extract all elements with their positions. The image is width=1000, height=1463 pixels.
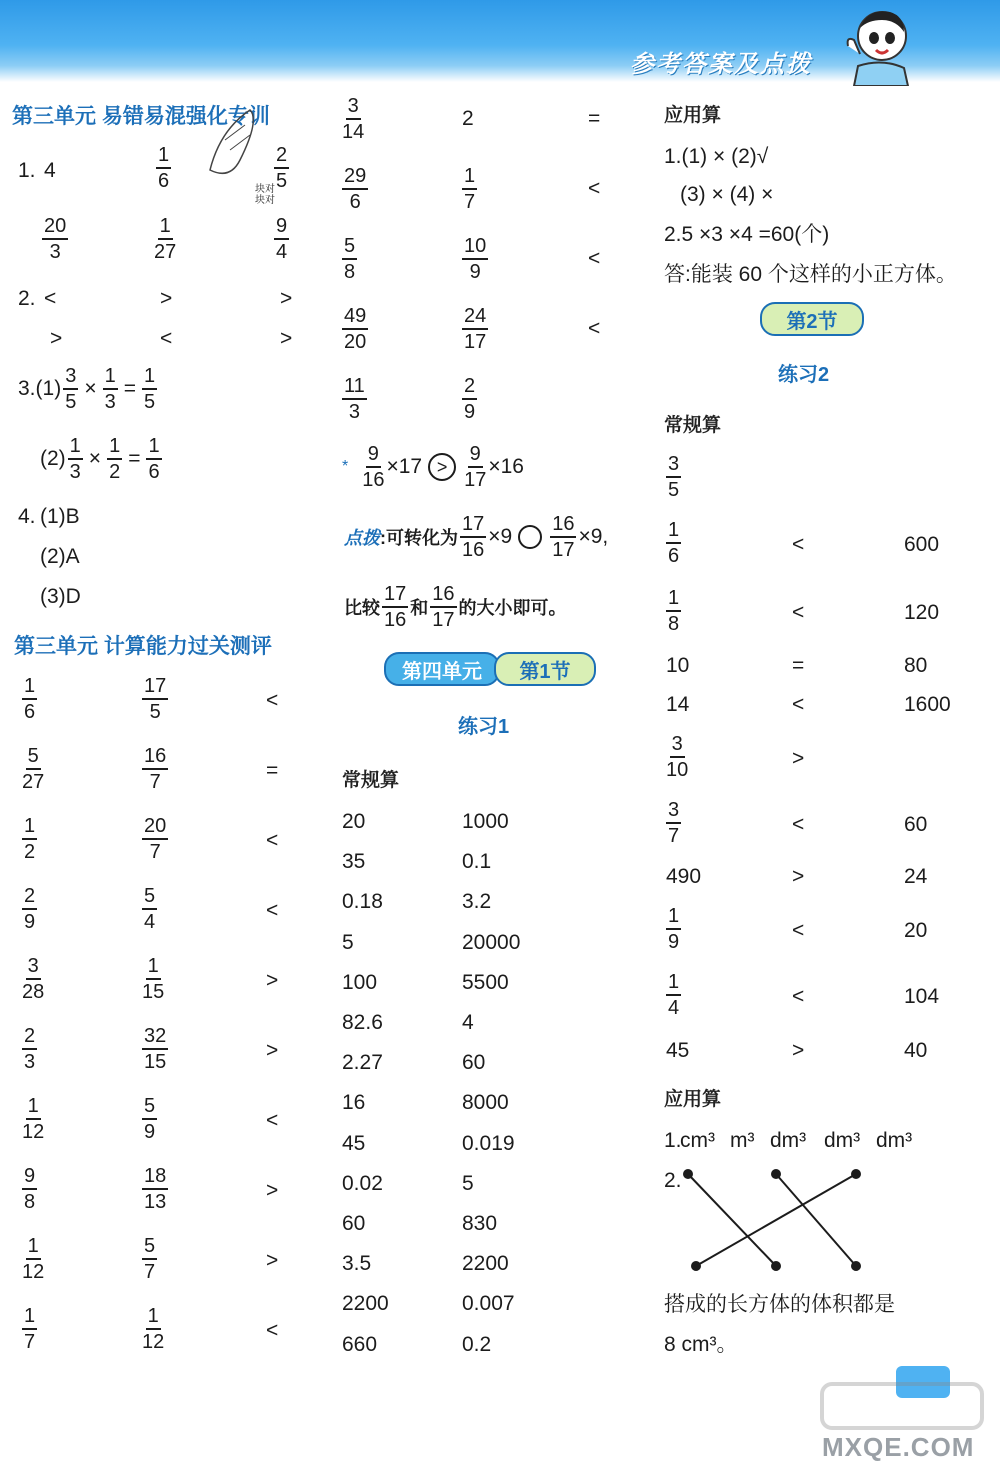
fraction: $\frac{3}{28}$ (22, 955, 45, 1003)
pencil-scribble-icon (200, 100, 270, 190)
hint-line: 比较 17 16 和 16 17 的大小即可。 (344, 583, 567, 631)
answer-value: 10 (666, 654, 690, 677)
compare-sign: < (266, 1319, 279, 1342)
compare-sign: > (266, 1039, 279, 1062)
answer-value: 80 (904, 654, 928, 677)
answer-value: 2 (462, 107, 474, 130)
fraction: $\frac{5}{8}$ (344, 235, 356, 283)
answer-value: 82.6 (342, 1011, 383, 1034)
compare-sign: > (280, 327, 293, 350)
answer-value: 3.5 (342, 1252, 372, 1276)
compare-sign: = (266, 759, 279, 782)
unit-answer: cm³ (680, 1129, 715, 1152)
fraction: $\frac{20}{7}$ (144, 815, 167, 863)
fraction: $\frac{32}{15}$ (144, 1025, 167, 1073)
fraction: $\frac{11}{3}$ (344, 375, 365, 423)
fraction: $\frac{1}{2}$ (24, 815, 36, 863)
fraction: $\frac{10}{9}$ (464, 235, 487, 283)
unit-answer: dm³ (824, 1129, 861, 1152)
fraction: $\frac{2}{3}$ (24, 1025, 36, 1073)
choice-answer: (3)D (40, 585, 81, 608)
fraction: $\frac{3}{5}$ (668, 453, 680, 501)
fraction: $\frac{49}{20}$ (344, 305, 367, 353)
answer-value: 0.02 (342, 1171, 383, 1195)
fraction: $\frac{1}{4}$ (668, 971, 680, 1019)
compare-sign: > (160, 287, 173, 310)
question-label: 2. (18, 287, 36, 310)
answer-line: 答:能装 60 个这样的小正方体。 (664, 263, 957, 286)
answer-value: 45 (666, 1039, 690, 1062)
answer-value: 2200 (342, 1292, 389, 1316)
answer-value: 104 (904, 985, 940, 1008)
answer-value: 5 (342, 930, 354, 954)
answer-value: 16 (342, 1091, 366, 1115)
compare-sign: < (792, 985, 805, 1008)
compare-sign: < (588, 317, 601, 340)
answer-value: 24 (904, 865, 928, 888)
answer-value: 0.18 (342, 890, 383, 914)
compare-sign: < (792, 693, 805, 716)
answer-value: 0.2 (462, 1332, 492, 1356)
answer-value: 40 (904, 1039, 928, 1062)
watermark-text: MXQE.COM (822, 1432, 975, 1462)
equation: 3. (1) $\frac{3}{5}$ × $\frac{1}{3}$ = $\frac{1}{5}$ (18, 365, 156, 413)
compare-sign: < (792, 533, 805, 556)
hint-line: 点拨 :可转化为 $\frac{17}{16}$ ×9 $\frac{16}{17}$ ×9, (344, 513, 609, 561)
subsection-title: 常规算 (342, 770, 400, 791)
section-badge: 第2节 (760, 302, 864, 336)
handwritten-note: 块对块对 (255, 184, 275, 206)
fraction: $\frac{20}{3}$ (44, 215, 67, 263)
compare-sign: > (50, 327, 63, 350)
fraction: $\frac{5}{4}$ (144, 885, 156, 933)
compare-sign: < (792, 813, 805, 836)
compare-sign: = (792, 654, 805, 677)
compare-sign: > (792, 747, 805, 770)
fraction: $\frac{9}{8}$ (24, 1165, 36, 1213)
fraction: $\frac{1}{9}$ (668, 905, 680, 953)
choice-answer: (1)B (40, 505, 80, 528)
compare-sign: > (266, 1179, 279, 1202)
compare-sign: = (588, 107, 601, 130)
compare-sign: > (280, 287, 293, 310)
fraction: $\frac{29}{6}$ (344, 165, 367, 213)
answer-value: 20 (904, 919, 928, 942)
fraction: $\frac{17}{5}$ (144, 675, 167, 723)
section-title: 第三单元 计算能力过关测评 (14, 635, 272, 658)
fraction: $\frac{16}{7}$ (144, 745, 167, 793)
fraction: $\frac{5}{9}$ (144, 1095, 156, 1143)
matching-lines-diagram (676, 1160, 876, 1280)
compare-sign: > (266, 1249, 279, 1272)
equation: (2) $\frac{1}{3}$ × $\frac{1}{2}$ = $\frac{1}{6}$ (40, 435, 160, 483)
compare-sign: > (792, 1039, 805, 1062)
answer-line: (3) × (4) × (680, 183, 774, 206)
fraction: $\frac{1}{12}$ (142, 1305, 165, 1353)
compare-sign: < (266, 689, 279, 712)
compare-sign: > (266, 969, 279, 992)
practice-title: 练习2 (778, 364, 830, 386)
compare-sign: < (792, 919, 805, 942)
fraction: $\frac{1}{7}$ (24, 1305, 36, 1353)
answer-value: 60 (904, 813, 928, 836)
answer-value: 2200 (462, 1252, 509, 1276)
section-badge: 第1节 (494, 652, 596, 686)
answer-value: 0.019 (462, 1131, 515, 1155)
answer-line: 8 cm³。 (664, 1333, 738, 1356)
answer-value: 35 (342, 850, 366, 874)
fraction: $\frac{1}{12}$ (22, 1095, 45, 1143)
starred-comparison: * $\frac{9}{16}$ ×17 > $\frac{9}{17}$ ×16 (342, 443, 524, 491)
unit-answer: dm³ (876, 1129, 913, 1152)
question-label: 1. (18, 159, 36, 182)
answer-value: 1600 (904, 693, 951, 716)
subsection-title: 应用算 (664, 105, 722, 126)
fraction: $\frac{2}{9}$ (24, 885, 36, 933)
question-label: 4. (18, 505, 36, 528)
answer-value: 660 (342, 1332, 378, 1356)
fraction: $\frac{5}{7}$ (144, 1235, 156, 1283)
unit-badge: 第四单元 (384, 652, 500, 686)
answer-value: 830 (462, 1212, 498, 1235)
answer-value: 1000 (462, 810, 509, 833)
header-title: 参考答案及点拨 (630, 51, 812, 78)
answer-value: 100 (342, 970, 378, 994)
answer-value: 120 (904, 601, 940, 624)
fraction: $\frac{3}{14}$ (342, 95, 365, 143)
answer-value: 5 (462, 1171, 474, 1195)
fraction: $\frac{1}{7}$ (464, 165, 476, 213)
fraction: $\frac{2}{5}$ (276, 144, 288, 192)
compare-sign: < (44, 287, 57, 310)
fraction: $\frac{1}{12}$ (22, 1235, 45, 1283)
compare-sign: < (792, 601, 805, 624)
fraction: $\frac{3}{7}$ (668, 799, 680, 847)
answer-value: 0.007 (462, 1292, 515, 1316)
compare-sign: < (160, 327, 173, 350)
subsection-title: 应用算 (664, 1089, 722, 1110)
answer-value: 45 (342, 1131, 366, 1155)
answer-value: 20000 (462, 930, 521, 954)
answer-value: 2.27 (342, 1051, 383, 1075)
unit-answer: dm³ (770, 1129, 807, 1152)
answer-value: 490 (666, 865, 702, 888)
compare-sign: < (266, 829, 279, 852)
answer-value: 8000 (462, 1091, 509, 1115)
fraction: $\frac{1}{27}$ (154, 215, 177, 263)
compare-sign: < (266, 899, 279, 922)
fraction: $\frac{1}{6}$ (668, 519, 680, 567)
fraction: $\frac{18}{13}$ (144, 1165, 167, 1213)
section-title: 第三单元 易错易混强化专训 (12, 105, 270, 128)
fraction: $\frac{1}{6}$ (24, 675, 36, 723)
question-label: 2. (664, 1169, 682, 1192)
mascot-icon (838, 6, 918, 86)
answer-line: 搭成的长方体的体积都是 (664, 1293, 895, 1316)
answer-value: 14 (666, 693, 690, 716)
fraction: $\frac{2}{9}$ (464, 375, 476, 423)
question-label: 1. (664, 1129, 682, 1152)
answer-value: 5500 (462, 970, 509, 994)
fraction: $\frac{5}{27}$ (22, 745, 45, 793)
compare-sign: > (792, 865, 805, 888)
compare-sign: < (588, 247, 601, 270)
subsection-title: 常规算 (664, 415, 722, 436)
compare-sign: < (266, 1109, 279, 1132)
fraction: $\frac{9}{4}$ (276, 215, 288, 263)
fraction: $\frac{1}{8}$ (668, 587, 680, 635)
answer-value: 600 (904, 533, 940, 556)
fraction: $\frac{1}{15}$ (142, 955, 165, 1003)
choice-answer: (2)A (40, 545, 80, 568)
compare-circle: > (428, 453, 456, 481)
answer-value: 60 (462, 1051, 486, 1075)
answer-value: 3.2 (462, 890, 492, 914)
answer-value: 0.1 (462, 850, 492, 874)
answer-value: 4 (462, 1011, 474, 1034)
fraction: $\frac{24}{17}$ (464, 305, 487, 353)
answer-line: 1.(1) × (2)√ (664, 145, 769, 168)
answer-value: 20 (342, 810, 366, 833)
answer-line: 2.5 ×3 ×4 =60(个) (664, 223, 830, 246)
unit-answer: m³ (730, 1129, 755, 1152)
fraction: $\frac{1}{6}$ (158, 144, 170, 192)
fraction: $\frac{3}{10}$ (666, 733, 689, 781)
empty-circle (518, 525, 542, 549)
answer-value: 4 (44, 159, 56, 182)
answer-value: 60 (342, 1212, 366, 1235)
compare-sign: < (588, 177, 601, 200)
practice-title: 练习1 (458, 716, 510, 738)
